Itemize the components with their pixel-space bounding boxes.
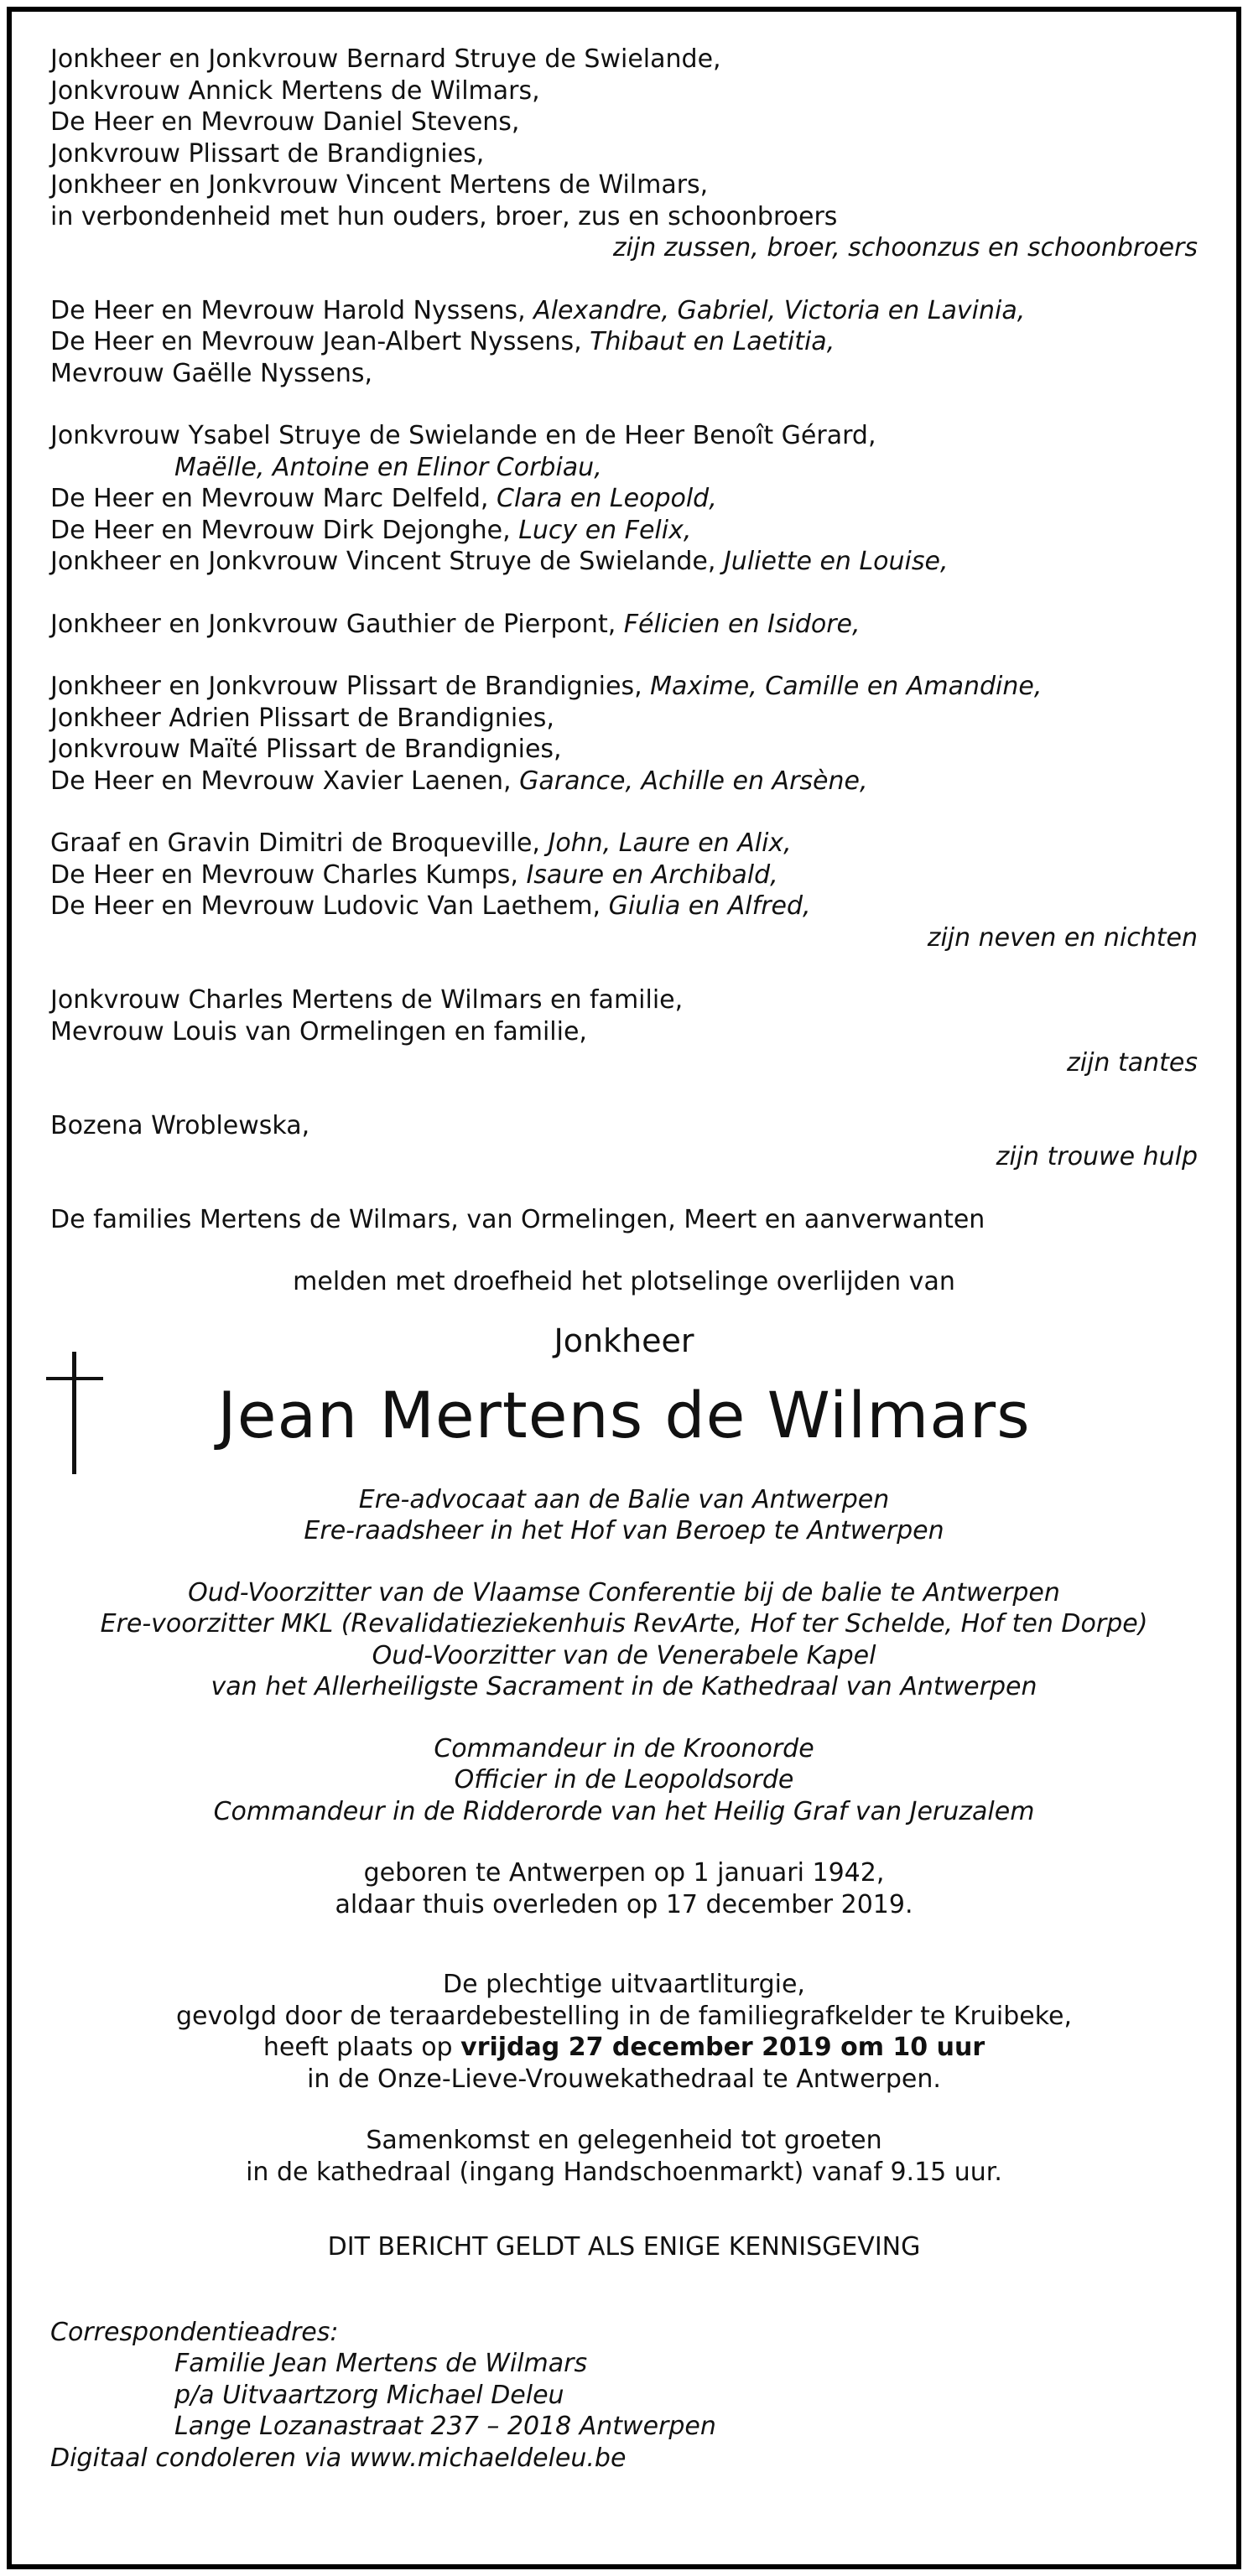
- life-dates: [50, 1857, 1198, 1920]
- family-group-nyssens: [50, 295, 1198, 390]
- gathering-line: in de kathedraal (ingang Handschoenmarkt) vanaf 9.15 uur.: [246, 2157, 1002, 2187]
- funeral-line: in de Onze-Lieve-Vrouwekathedraal te Antwerpen.: [307, 2064, 941, 2094]
- funeral-details: [50, 1969, 1198, 2095]
- family-line: Jonkheer en Jonkvrouw Vincent Struye de Swielande, Juliette en Louise,: [50, 547, 949, 576]
- titles-legal: [50, 1484, 1198, 1547]
- online-condolence[interactable]: Digitaal condoleren via www.michaeldeleu.be: [50, 2443, 627, 2473]
- title-line: Commandeur in de Ridderorde van het Heilig Graf van Jeruzalem: [213, 1796, 1035, 1826]
- titles-functions: [50, 1577, 1198, 1703]
- family-line: De Heer en Mevrouw Dirk Dejonghe, Lucy en Felix,: [50, 515, 692, 545]
- family-line: Mevrouw Gaëlle Nyssens,: [50, 358, 373, 388]
- title-line: Oud-Voorzitter van de Vlaamse Conferentie bij de balie te Antwerpen: [188, 1577, 1060, 1607]
- family-line: De Heer en Mevrouw Charles Kumps, Isaure en Archibald,: [50, 860, 778, 890]
- children-line: Maëlle, Antoine en Elinor Corbiau,: [174, 452, 602, 482]
- family-line: Jonkheer en Jonkvrouw Plissart de Brandignies, Maxime, Camille en Amandine,: [50, 672, 1043, 701]
- family-line: De Heer en Mevrouw Marc Delfeld, Clara en Leopold,: [50, 484, 717, 513]
- family-line: Jonkheer Adrien Plissart de Brandignies,: [50, 703, 554, 733]
- title-line: Officier in de Leopoldsorde: [454, 1765, 794, 1794]
- birth-line: geboren te Antwerpen op 1 januari 1942,: [363, 1858, 885, 1888]
- deceased-name: Jean Mertens de Wilmars: [217, 1377, 1031, 1452]
- family-line: Jonkheer en Jonkvrouw Gauthier de Pierpont, Félicien en Isidore,: [50, 609, 861, 639]
- family-group-help: [50, 1110, 1198, 1173]
- death-line: aldaar thuis overleden op 17 december 2019.: [335, 1889, 913, 1919]
- family-line: in verbondenheid met hun ouders, broer, zus en schoonbroers: [50, 201, 838, 231]
- family-line: Bozena Wroblewska,: [50, 1110, 310, 1140]
- title-line: Commandeur in de Kroonorde: [434, 1733, 814, 1763]
- funeral-date-line: heeft plaats op vrijdag 27 december 2019 om 10 uur: [263, 2033, 985, 2062]
- family-line: Jonkvrouw Maïté Plissart de Brandignies,: [50, 735, 562, 764]
- family-line: De Heer en Mevrouw Daniel Stevens,: [50, 107, 520, 137]
- family-group-pierpont: [50, 609, 1198, 641]
- family-line: Jonkvrouw Ysabel Struye de Swielande en de Heer Benoît Gérard,: [50, 421, 876, 450]
- title-line: Ere-advocaat aan de Balie van Antwerpen: [358, 1484, 890, 1514]
- funeral-date: vrijdag 27 december 2019 om 10 uur: [460, 2033, 985, 2062]
- announcement: melden met droefheid het plotselinge overlijden van: [293, 1267, 955, 1296]
- family-line: Mevrouw Louis van Ormelingen en familie,: [50, 1016, 587, 1046]
- funeral-line: De plechtige uitvaartliturgie,: [443, 1970, 805, 1999]
- title-line: Ere-raadsheer in het Hof van Beroep te Antwerpen: [304, 1516, 944, 1545]
- family-group-plissart: [50, 671, 1198, 797]
- titles-honours: [50, 1733, 1198, 1828]
- relation-label: zijn zussen, broer, schoonzus en schoonbroers: [612, 233, 1198, 262]
- correspondence-label: Correspondentieadres:: [50, 2317, 339, 2347]
- family-line: De Heer en Mevrouw Harold Nyssens, Alexandre, Gabriel, Victoria en Lavinia,: [50, 295, 1026, 325]
- gathering-line: Samenkomst en gelegenheid tot groeten: [366, 2126, 882, 2155]
- funeral-line: gevolgd door de teraardebestelling in de familiegrafkelder te Kruibeke,: [175, 2001, 1073, 2031]
- family-line: Jonkvrouw Charles Mertens de Wilmars en familie,: [50, 985, 684, 1015]
- family-line: Jonkvrouw Annick Mertens de Wilmars,: [50, 75, 540, 106]
- title-line: Ere-voorzitter MKL (Revalidatieziekenhuis RevArte, Hof ter Schelde, Hof ten Dorpe): [100, 1609, 1148, 1639]
- family-line: Jonkheer en Jonkvrouw Bernard Struye de Swielande,: [50, 44, 721, 74]
- family-group-aunts: [50, 984, 1198, 1079]
- families-line: De families Mertens de Wilmars, van Ormelingen, Meert en aanverwanten: [50, 1204, 985, 1234]
- address-line: Familie Jean Mertens de Wilmars: [174, 2349, 588, 2378]
- family-group-siblings: [50, 44, 1198, 264]
- family-group-struye: [50, 420, 1198, 578]
- honorific: Jonkheer: [554, 1322, 694, 1359]
- family-line: De Heer en Mevrouw Ludovic Van Laethem, Giulia en Alfred,: [50, 891, 811, 921]
- relation-label: zijn trouwe hulp: [996, 1142, 1198, 1171]
- relation-label: zijn neven en nichten: [927, 922, 1198, 953]
- correspondence: [50, 2317, 1198, 2475]
- relation-label: zijn tantes: [1067, 1048, 1198, 1078]
- family-group-cousins: [50, 828, 1198, 953]
- title-line: Oud-Voorzitter van de Venerabele Kapel: [372, 1640, 876, 1670]
- family-line: Jonkheer en Jonkvrouw Vincent Mertens de Wilmars,: [50, 170, 709, 200]
- family-line: Graaf en Gravin Dimitri de Broqueville, John, Laure en Alix,: [50, 828, 792, 858]
- gathering-details: [50, 2125, 1198, 2188]
- family-line: De Heer en Mevrouw Xavier Laenen, Garance, Achille en Arsène,: [50, 766, 868, 796]
- family-line: De Heer en Mevrouw Jean-Albert Nyssens, Thibaut en Laetitia,: [50, 327, 835, 356]
- official-notice: DIT BERICHT GELDT ALS ENIGE KENNISGEVING: [327, 2232, 921, 2262]
- death-notice: [50, 44, 1198, 2474]
- title-line: van het Allerheiligste Sacrament in de Kathedraal van Antwerpen: [211, 1672, 1037, 1701]
- address-line: Lange Lozanastraat 237 – 2018 Antwerpen: [174, 2412, 716, 2441]
- family-line: Jonkvrouw Plissart de Brandignies,: [50, 138, 485, 169]
- address-line: p/a Uitvaartzorg Michael Deleu: [174, 2380, 564, 2410]
